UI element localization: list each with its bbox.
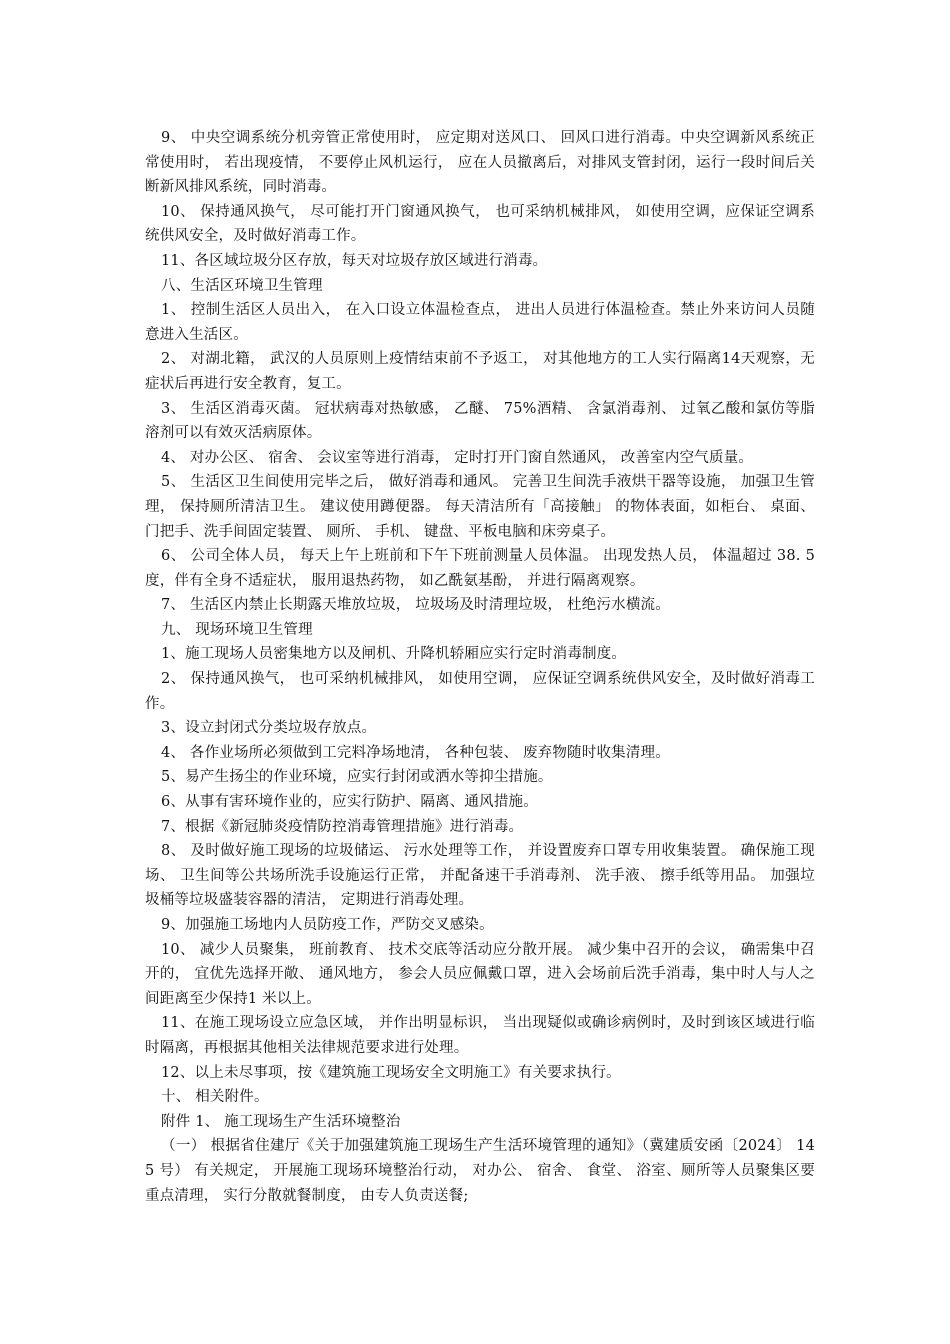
paragraph-site-10: 10、 减少人员聚集， 班前教育、 技术交底等活动应分散开展。 减少集中召开的会议， 确需集中召开的， 宜优先选择开敞、 通风地方， 参会人员应佩戴口罩，进入会场前后洗手消毒，集中时人与人之间距离至少保持1 米以上。 [145, 941, 815, 1007]
paragraph-ac-9: 9、 中央空调系统分机旁管正常使用时， 应定期对送风口、 回风口进行消毒。中央空调新风系统正常使用时， 若出现疫情， 不要停止风机运行， 应在人员撤离后，对排风支管封闭，运行一段时间后关断新风排风系统，同时消毒。 [145, 130, 815, 196]
paragraph-living-3: 3、 生活区消毒灭菌。 冠状病毒对热敏感， 乙醚、 75%酒精、 含氯消毒剂、 过氧乙酸和氯仿等脂溶剂可以有效灭活病原体。 [145, 400, 815, 442]
paragraph-site-7: 7、根据《新冠肺炎疫情防控消毒管理措施》进行消毒。 [161, 818, 524, 835]
paragraph-ventilation-10: 10、 保持通风换气， 尽可能打开门窗通风换气， 也可采纳机械排风， 如使用空调，应保证空调系统供风安全，及时做好消毒工作。 [145, 203, 815, 245]
attachment-title: 附件 1、 施工现场生产生活环境整治 [161, 1113, 401, 1130]
paragraph-site-2: 2、 保持通风换气， 也可采纳机械排风， 如使用空调， 应保证空调系统供风安全，及时做好消毒工作。 [145, 671, 815, 712]
section-heading-8: 八、生活区环境卫生管理 [161, 277, 323, 294]
paragraph-site-12: 12、以上未尽事项，按《建筑施工现场安全文明施工》有关要求执行。 [161, 1064, 621, 1081]
paragraph-living-6: 6、 公司全体人员， 每天上午上班前和下午下班前测量人员体温。 出现发热人员， 体温超过 38. 5 度，伴有全身不适症状， 服用退热药物， 如乙酰氨基酚， 并进行隔离观察。 [145, 548, 815, 589]
paragraph-site-11: 11、在施工现场设立应急区域， 并作出明显标识， 当出现疑似或确诊病例时，及时到该区域进行临时隔离，再根据其他相关法律规范要求进行处理。 [145, 1015, 815, 1056]
paragraph-living-1: 1、 控制生活区人员出入， 在入口设立体温检查点， 进出人员进行体温检查。禁止外来访问人员随意进入生活区。 [145, 302, 815, 343]
paragraph-site-8: 8、 及时做好施工现场的垃圾储运、 污水处理等工作， 并设置废弃口罩专用收集装置。 确保施工现场、 卫生间等公共场所洗手设施运行正常， 并配备速干手消毒剂、 洗手液、 擦手纸等用品。 加强垃圾桶等垃圾盛装容器的清洁， 定期进行消毒处理。 [145, 843, 815, 909]
paragraph-site-5: 5、易产生扬尘的作业环境，应实行封闭或洒水等抑尘措施。 [161, 769, 553, 786]
paragraph-living-4: 4、 对办公区、 宿舍、 会议室等进行消毒， 定时打开门窗自然通风， 改善室内空气质量。 [161, 449, 754, 466]
paragraph-site-6: 6、从事有害环境作业的，应实行防护、隔离、通风措施。 [161, 794, 538, 811]
paragraph-site-4: 4、 各作业场所必须做到工完料净场地清， 各种包装、 废弃物随时收集清理。 [161, 744, 670, 761]
section-heading-9: 九、 现场环境卫生管理 [161, 621, 313, 638]
paragraph-garbage-11: 11、各区域垃圾分区存放，每天对垃圾存放区域进行消毒。 [161, 252, 548, 269]
paragraph-living-7: 7、 生活区内禁止长期露天堆放垃圾， 垃圾场及时清理垃圾， 杜绝污水横流。 [161, 597, 670, 614]
document-body [145, 126, 815, 1208]
attachment-paragraph-1: （一） 根据省住建厅《关于加强建筑施工现场生产生活环境管理的通知》（冀建质安函〔2024〕 145 号） 有关规定， 开展施工现场环境整治行动， 对办公、 宿舍、 食堂、 浴室、厕所等人员聚集区要重点清理， 实行分散就餐制度， 由专人负责送餐; [145, 1138, 815, 1204]
paragraph-site-1: 1、施工现场人员密集地方以及闸机、升降机轿厢应实行定时消毒制度。 [161, 646, 627, 663]
paragraph-site-3: 3、设立封闭式分类垃圾存放点。 [161, 720, 377, 737]
section-heading-10: 十、 相关附件。 [161, 1089, 269, 1106]
paragraph-site-9: 9、加强施工场地内人员防疫工作，严防交叉感染。 [161, 917, 494, 933]
paragraph-living-5: 5、 生活区卫生间使用完毕之后， 做好消毒和通风。 完善卫生间洗手液烘干器等设施， 加强卫生管理， 保持厕所清洁卫生。 建议使用蹲便器。 每天清洁所有「高接触」 的物体表面，如柜台、 桌面、 门把手、洗手间固定装置、 厕所、 手机、 键盘、平板电脑和床旁桌子。 [145, 474, 815, 540]
paragraph-living-2: 2、 对湖北籍， 武汉的人员原则上疫情结束前不予返工， 对其他地方的工人实行隔离14天观察，无症状后再进行安全教育，复工。 [145, 351, 815, 392]
